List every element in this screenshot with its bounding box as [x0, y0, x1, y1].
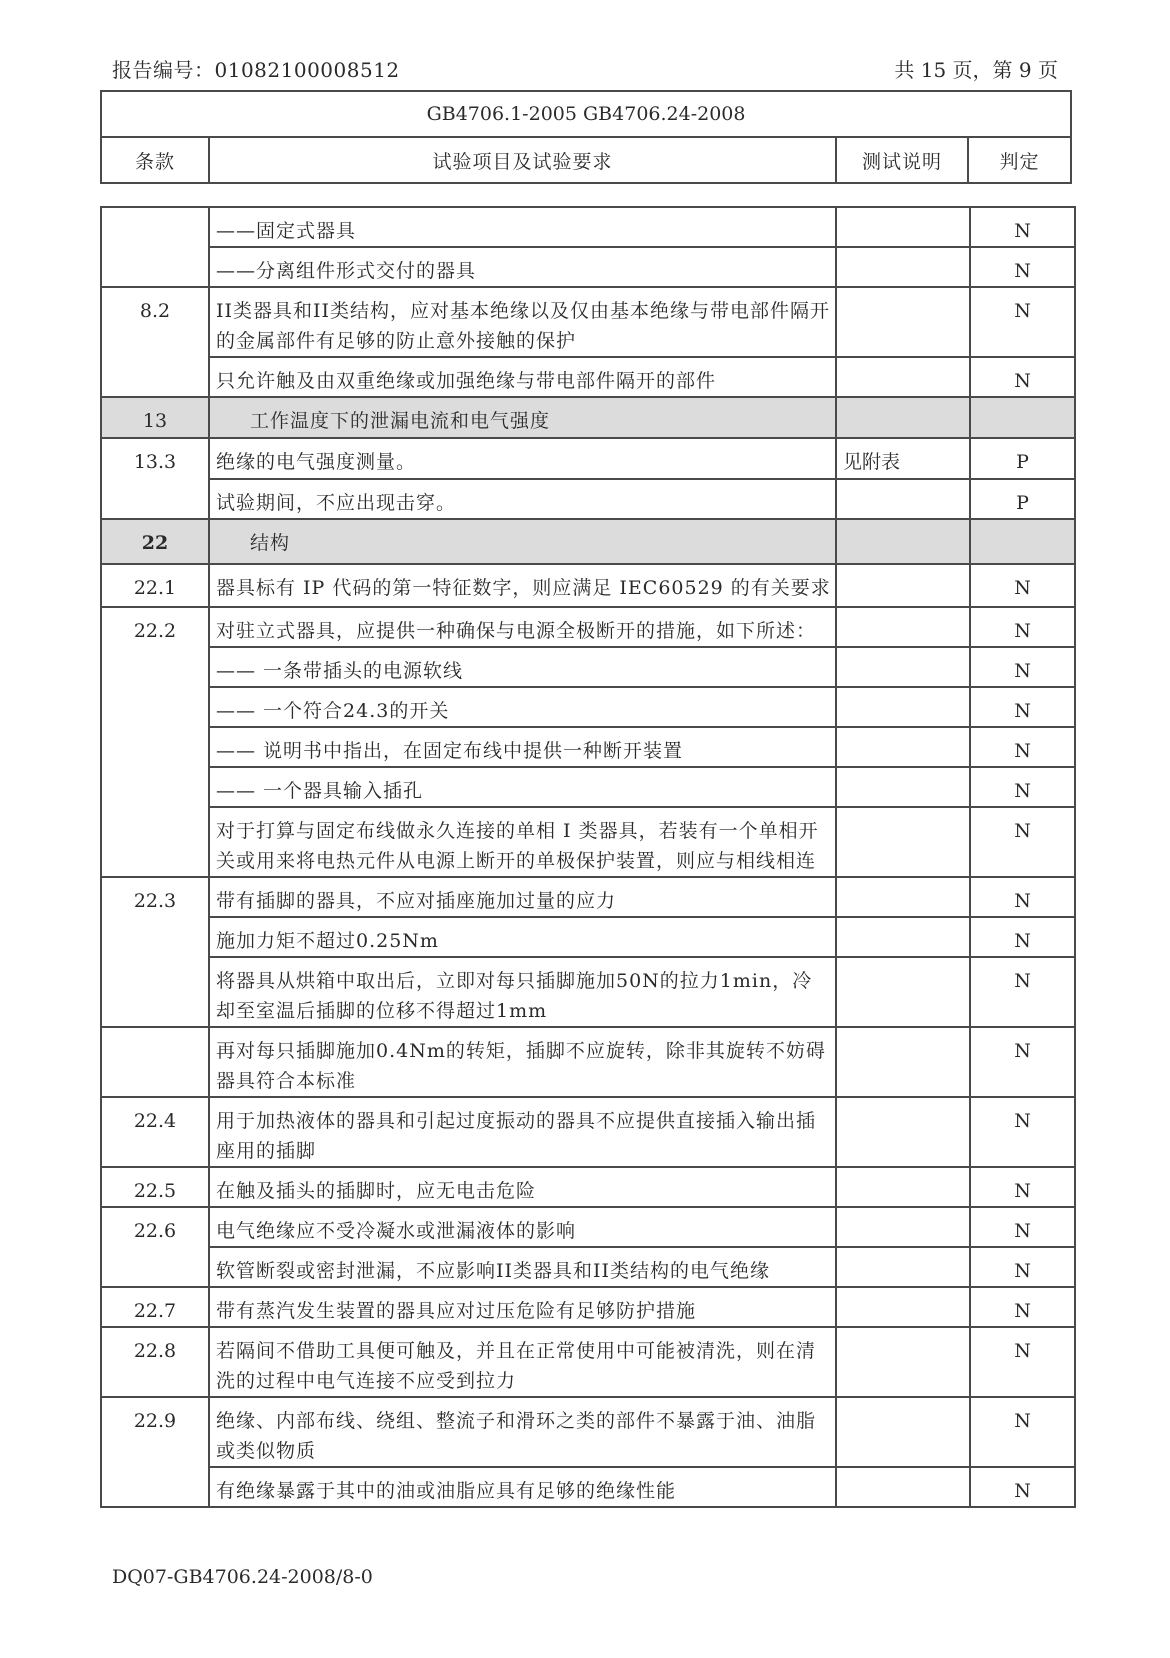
table-row — [101, 247, 1075, 287]
note-cell — [836, 357, 970, 397]
note-cell: 见附表 — [836, 438, 970, 479]
item-cell: —— 一个器具输入插孔 — [209, 767, 836, 807]
table-row — [101, 917, 1075, 957]
clause-cell — [101, 647, 209, 687]
item-cell: ——分离组件形式交付的器具 — [209, 247, 836, 287]
table-row — [101, 207, 1075, 247]
table-row — [101, 647, 1075, 687]
note-cell — [836, 1397, 970, 1467]
clause-cell — [101, 247, 209, 287]
clause-cell — [101, 1027, 209, 1097]
verdict-cell: N — [970, 647, 1075, 687]
table-row — [101, 357, 1075, 397]
note-cell — [836, 287, 970, 357]
item-cell: 绝缘的电气强度测量。 — [209, 438, 836, 479]
note-cell — [836, 1247, 970, 1287]
item-cell: ——固定式器具 — [209, 207, 836, 247]
note-cell — [836, 564, 970, 607]
clause-cell: 22.4 — [101, 1097, 209, 1167]
item-cell: 有绝缘暴露于其中的油或油脂应具有足够的绝缘性能 — [209, 1467, 836, 1507]
note-cell — [836, 1287, 970, 1327]
item-cell: 绝缘、内部布线、绕组、整流子和滑环之类的部件不暴露于油、油脂或类似物质 — [209, 1397, 836, 1467]
item-cell: 对于打算与固定布线做永久连接的单相 I 类器具，若装有一个单相开关或用来将电热元件从电源上断开的单极保护装置，则应与相线相连 — [209, 807, 836, 877]
column-header-item: 试验项目及试验要求 — [209, 137, 836, 183]
table-row — [101, 1467, 1075, 1507]
item-cell: 只允许触及由双重绝缘或加强绝缘与带电部件隔开的部件 — [209, 357, 836, 397]
item-cell: —— 一条带插头的电源软线 — [209, 647, 836, 687]
table-row — [101, 807, 1075, 877]
item-cell: —— 说明书中指出，在固定布线中提供一种断开装置 — [209, 727, 836, 767]
clause-cell: 22 — [101, 519, 209, 564]
note-cell — [836, 1207, 970, 1247]
verdict-cell: P — [970, 438, 1075, 479]
item-cell: 用于加热液体的器具和引起过度振动的器具不应提供直接插入输出插座用的插脚 — [209, 1097, 836, 1167]
note-cell — [836, 607, 970, 647]
verdict-cell: P — [970, 479, 1075, 519]
note-cell — [836, 519, 970, 564]
item-cell: 再对每只插脚施加0.4Nm的转矩，插脚不应旋转，除非其旋转不妨碍器具符合本标准 — [209, 1027, 836, 1097]
table-row — [101, 564, 1075, 607]
table-row — [101, 1247, 1075, 1287]
clause-cell: 13.3 — [101, 438, 209, 479]
verdict-cell: N — [970, 247, 1075, 287]
verdict-cell: N — [970, 1027, 1075, 1097]
table-row — [101, 1027, 1075, 1097]
header-table — [100, 90, 1072, 184]
item-cell: 将器具从烘箱中取出后，立即对每只插脚施加50N的拉力1min，冷却至室温后插脚的位移不得超过1mm — [209, 957, 836, 1027]
clause-cell — [101, 957, 209, 1027]
clause-cell: 22.6 — [101, 1207, 209, 1247]
verdict-cell: N — [970, 767, 1075, 807]
clause-cell — [101, 479, 209, 519]
table-row — [101, 1207, 1075, 1247]
section-row — [101, 519, 1075, 564]
verdict-cell: N — [970, 727, 1075, 767]
column-header-note: 测试说明 — [836, 137, 968, 183]
item-cell: 试验期间，不应出现击穿。 — [209, 479, 836, 519]
clause-cell — [101, 1247, 209, 1287]
clause-cell — [101, 807, 209, 877]
note-cell — [836, 479, 970, 519]
verdict-cell: N — [970, 877, 1075, 917]
table-row — [101, 1167, 1075, 1207]
verdict-cell: N — [970, 1097, 1075, 1167]
clause-cell: 22.1 — [101, 564, 209, 607]
table-row — [101, 877, 1075, 917]
verdict-cell: N — [970, 917, 1075, 957]
document-code: DQ07-GB4706.24-2008/8-0 — [112, 1566, 373, 1588]
note-cell — [836, 1027, 970, 1097]
clause-cell: 13 — [101, 397, 209, 438]
note-cell — [836, 247, 970, 287]
table-row — [101, 957, 1075, 1027]
clause-cell — [101, 357, 209, 397]
item-cell: 带有蒸汽发生装置的器具应对过压危险有足够防护措施 — [209, 1287, 836, 1327]
verdict-cell: N — [970, 687, 1075, 727]
verdict-cell — [970, 397, 1075, 438]
note-cell — [836, 727, 970, 767]
clause-cell: 8.2 — [101, 287, 209, 357]
verdict-cell: N — [970, 1207, 1075, 1247]
verdict-cell: N — [970, 207, 1075, 247]
clause-cell: 22.8 — [101, 1327, 209, 1397]
verdict-cell: N — [970, 1167, 1075, 1207]
verdict-cell: N — [970, 1287, 1075, 1327]
report-number: 报告编号：01082100008512 — [112, 58, 400, 82]
page-info: 共 15 页，第 9 页 — [894, 58, 1058, 82]
table-row — [101, 479, 1075, 519]
clause-cell: 22.2 — [101, 607, 209, 647]
section-title: 结构 — [209, 519, 836, 564]
verdict-cell: N — [970, 287, 1075, 357]
item-cell: 软管断裂或密封泄漏，不应影响II类器具和II类结构的电气绝缘 — [209, 1247, 836, 1287]
column-header-clause: 条款 — [101, 137, 209, 183]
column-header-verdict: 判定 — [968, 137, 1071, 183]
clause-cell — [101, 687, 209, 727]
clause-table — [100, 206, 1076, 1508]
table-row — [101, 1287, 1075, 1327]
verdict-cell: N — [970, 807, 1075, 877]
note-cell — [836, 397, 970, 438]
table-row — [101, 687, 1075, 727]
item-cell: 器具标有 IP 代码的第一特征数字，则应满足 IEC60529 的有关要求 — [209, 564, 836, 607]
note-cell — [836, 1467, 970, 1507]
note-cell — [836, 647, 970, 687]
table-row — [101, 607, 1075, 647]
item-cell: 若隔间不借助工具便可触及，并且在正常使用中可能被清洗，则在清洗的过程中电气连接不应受到拉力 — [209, 1327, 836, 1397]
note-cell — [836, 1097, 970, 1167]
note-cell — [836, 207, 970, 247]
note-cell — [836, 1167, 970, 1207]
clause-cell — [101, 767, 209, 807]
table-row — [101, 767, 1075, 807]
standards-title: GB4706.1-2005 GB4706.24-2008 — [101, 91, 1071, 137]
item-cell: II类器具和II类结构，应对基本绝缘以及仅由基本绝缘与带电部件隔开的金属部件有足够的防止意外接触的保护 — [209, 287, 836, 357]
verdict-cell: N — [970, 1327, 1075, 1397]
note-cell — [836, 1327, 970, 1397]
clause-cell — [101, 1467, 209, 1507]
section-title: 工作温度下的泄漏电流和电气强度 — [209, 397, 836, 438]
verdict-cell: N — [970, 1397, 1075, 1467]
verdict-cell: N — [970, 1247, 1075, 1287]
item-cell: —— 一个符合24.3的开关 — [209, 687, 836, 727]
clause-cell: 22.9 — [101, 1397, 209, 1467]
item-cell: 施加力矩不超过0.25Nm — [209, 917, 836, 957]
verdict-cell: N — [970, 957, 1075, 1027]
clause-cell: 22.3 — [101, 877, 209, 917]
clause-cell: 22.5 — [101, 1167, 209, 1207]
note-cell — [836, 877, 970, 917]
item-cell: 对驻立式器具，应提供一种确保与电源全极断开的措施，如下所述： — [209, 607, 836, 647]
verdict-cell: N — [970, 1467, 1075, 1507]
verdict-cell: N — [970, 564, 1075, 607]
clause-cell — [101, 727, 209, 767]
table-row — [101, 1097, 1075, 1167]
verdict-cell — [970, 519, 1075, 564]
item-cell: 在触及插头的插脚时，应无电击危险 — [209, 1167, 836, 1207]
table-row — [101, 287, 1075, 357]
clause-cell — [101, 917, 209, 957]
item-cell: 电气绝缘应不受冷凝水或泄漏液体的影响 — [209, 1207, 836, 1247]
table-row — [101, 727, 1075, 767]
note-cell — [836, 687, 970, 727]
note-cell — [836, 767, 970, 807]
section-row — [101, 397, 1075, 438]
verdict-cell: N — [970, 607, 1075, 647]
item-cell: 带有插脚的器具，不应对插座施加过量的应力 — [209, 877, 836, 917]
note-cell — [836, 917, 970, 957]
clause-cell: 22.7 — [101, 1287, 209, 1327]
table-row — [101, 1327, 1075, 1397]
verdict-cell: N — [970, 357, 1075, 397]
table-row — [101, 438, 1075, 479]
clause-cell — [101, 207, 209, 247]
note-cell — [836, 957, 970, 1027]
table-row — [101, 1397, 1075, 1467]
note-cell — [836, 807, 970, 877]
